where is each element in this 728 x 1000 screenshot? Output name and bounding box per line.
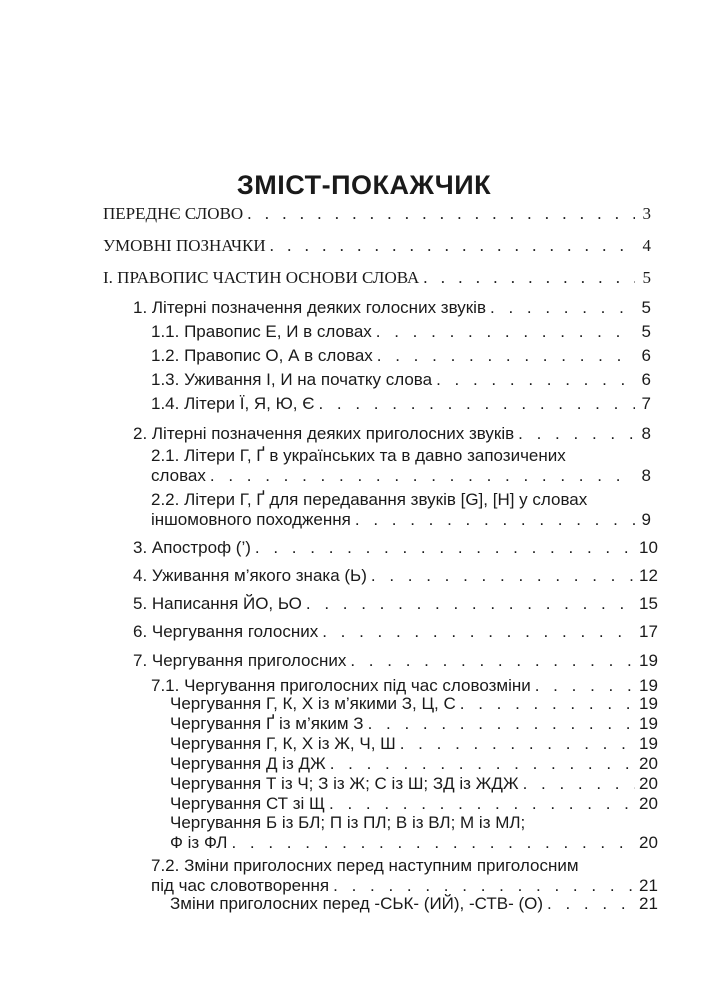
toc-entry-multiline [151, 446, 651, 486]
leader-dots [547, 894, 635, 914]
toc-entry-label: Зміни приголосних перед -СЬК- (ИЙ), -СТВ- (О) [170, 894, 544, 913]
toc-entry [170, 894, 658, 914]
toc-entry [170, 734, 658, 754]
toc-entry-label: 4. Уживання м’якого знака (Ь) [133, 566, 367, 585]
leader-dots [423, 268, 635, 288]
toc-entry-multiline [170, 813, 658, 853]
toc-entry-label: іншомовного походження [151, 510, 351, 529]
toc-entry [133, 651, 658, 671]
leader-dots [523, 774, 635, 794]
toc-entry [133, 298, 651, 318]
leader-dots [210, 466, 635, 486]
toc-entry [133, 538, 658, 558]
toc-entry-page: 7 [641, 394, 651, 413]
toc-entry-page: 5 [641, 322, 651, 341]
leader-dots [377, 346, 635, 366]
toc-entry-label: словах [151, 466, 206, 485]
leader-dots [376, 322, 635, 342]
page-title: ЗМІСТ-ПОКАЖЧИК [236, 170, 492, 200]
toc-entry-label-line1: 2.1. Літери Г, Ґ в українських та в давно запозичених [151, 446, 566, 465]
toc-entry-page: 10 [639, 538, 658, 557]
leader-dots [460, 694, 635, 714]
toc-entry [170, 714, 658, 734]
toc-entry [151, 370, 651, 390]
leader-dots [247, 204, 635, 224]
toc-entry [103, 268, 651, 288]
toc-entry-page: 6 [641, 370, 651, 389]
leader-dots [330, 754, 635, 774]
toc-entry-page: 20 [639, 774, 658, 793]
toc-entry-page: 8 [641, 424, 651, 443]
toc-entry-page: 19 [639, 676, 658, 695]
toc-entry-page: 19 [639, 651, 658, 670]
toc-entry [103, 236, 651, 256]
toc-entry-label: І. ПРАВОПИС ЧАСТИН ОСНОВИ СЛОВА [103, 268, 420, 287]
toc-entry-page: 8 [641, 466, 651, 485]
toc-entry-label: Чергування Ґ із м’яким З [170, 714, 364, 733]
toc-entry-page: 21 [639, 894, 658, 913]
toc-entry-label: 7. Чергування приголосних [133, 651, 347, 670]
toc-entry-page: 15 [639, 594, 658, 613]
toc-entry-page: 12 [639, 566, 658, 585]
leader-dots [333, 876, 635, 896]
toc-entry-multiline [151, 856, 658, 896]
toc-entry-page: 19 [639, 734, 658, 753]
toc-entry-multiline [151, 490, 651, 530]
toc-entry-label: Чергування Т із Ч; З із Ж; С із Ш; ЗД із ЖДЖ [170, 774, 519, 793]
toc-entry-label: УМОВНІ ПОЗНАЧКИ [103, 236, 266, 255]
toc-entry-label-line1: 7.2. Зміни приголосних перед наступним приголосним [151, 856, 579, 875]
toc-entry [151, 394, 651, 414]
toc-entry-label-line1: 2.2. Літери Г, Ґ для передавання звуків [G], [H] у словах [151, 490, 588, 509]
toc-entry-label: 2. Літерні позначення деяких приголосних звуків [133, 424, 515, 443]
toc-entry-label: Чергування Д із ДЖ [170, 754, 326, 773]
toc-entry-label: під час словотворення [151, 876, 330, 895]
toc-entry-label: Ф із ФЛ [170, 833, 228, 852]
toc-entry-label: 7.1. Чергування приголосних під час словозміни [151, 676, 531, 695]
toc-entry-label: ПЕРЕДНЄ СЛОВО [103, 204, 244, 223]
toc-entry [151, 322, 651, 342]
toc-entry [133, 622, 658, 642]
leader-dots [355, 510, 635, 530]
leader-dots [318, 394, 635, 414]
toc-entry-page: 5 [641, 298, 651, 317]
toc-entry-page: 4 [642, 236, 651, 255]
leader-dots [329, 794, 635, 814]
toc-entry-page: 6 [641, 346, 651, 365]
toc-entry [103, 204, 651, 224]
leader-dots [436, 370, 635, 390]
toc-entry-label-line1: Чергування Б із БЛ; П із ПЛ; В із ВЛ; М із МЛ; [170, 813, 526, 832]
leader-dots [535, 676, 635, 696]
toc-entry-label: 1.2. Правопис О, А в словах [151, 346, 373, 365]
toc-entry-label: 1.3. Уживання І, И на початку слова [151, 370, 433, 389]
toc-entry-label: 1. Літерні позначення деяких голосних звуків [133, 298, 486, 317]
toc-entry [151, 346, 651, 366]
toc-entry [170, 774, 658, 794]
toc-entry-page: 19 [639, 714, 658, 733]
leader-dots [255, 538, 635, 558]
toc-entry-label: 6. Чергування голосних [133, 622, 319, 641]
toc-entry-last-line [170, 833, 658, 853]
toc-entry-page: 3 [642, 204, 651, 223]
leader-dots [270, 236, 635, 256]
toc-entry [170, 754, 658, 774]
leader-dots [322, 622, 635, 642]
toc-entry-page: 20 [639, 833, 658, 852]
leader-dots [490, 298, 635, 318]
toc-entry-label: 1.1. Правопис Е, И в словах [151, 322, 372, 341]
toc-entry-page: 9 [641, 510, 651, 529]
toc-entry [133, 566, 658, 586]
toc-entry-last-line [151, 510, 651, 530]
toc-entry-page: 19 [639, 694, 658, 713]
toc-entry [151, 676, 658, 696]
toc-entry-label: 1.4. Літери Ї, Я, Ю, Є [151, 394, 315, 413]
toc-entry-last-line [151, 466, 651, 486]
leader-dots [350, 651, 635, 671]
leader-dots [371, 566, 635, 586]
toc-entry-page: 21 [639, 876, 658, 895]
leader-dots [518, 424, 635, 444]
leader-dots [368, 714, 635, 734]
toc-entry-label: Чергування Г, К, Х із Ж, Ч, Ш [170, 734, 396, 753]
toc-entry-label: 3. Апостроф (’) [133, 538, 251, 557]
toc-entry [170, 694, 658, 714]
toc-entry-last-line [151, 876, 658, 896]
toc-entry [133, 424, 651, 444]
toc-entry-label: Чергування СТ зі Щ [170, 794, 325, 813]
leader-dots [306, 594, 635, 614]
toc-entry-page: 5 [642, 268, 651, 287]
toc-entry-page: 20 [639, 754, 658, 773]
toc-entry-page: 20 [639, 794, 658, 813]
toc-entry-page: 17 [639, 622, 658, 641]
leader-dots [231, 833, 635, 853]
toc-entry [133, 594, 658, 614]
toc-entry-label: Чергування Г, К, Х із м’якими З, Ц, С [170, 694, 456, 713]
toc-entry-label: 5. Написання ЙО, ЬО [133, 594, 302, 613]
toc-entry [170, 794, 658, 814]
leader-dots [400, 734, 635, 754]
